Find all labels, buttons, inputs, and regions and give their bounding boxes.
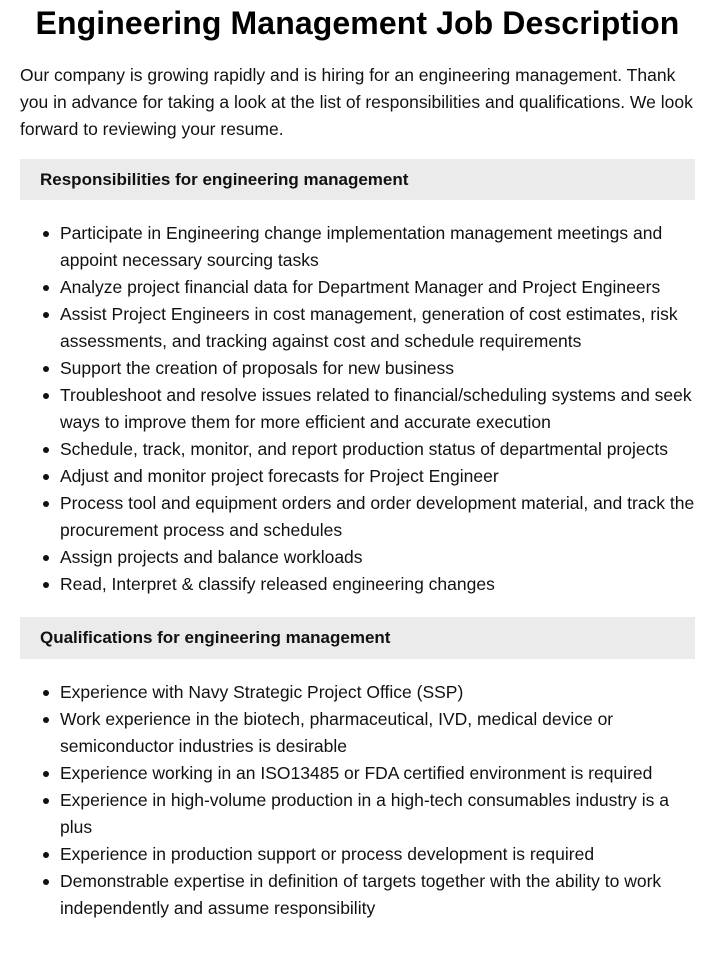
bullet-icon [43,366,49,372]
list-item [60,382,695,436]
bullet-icon [43,690,49,696]
bullet-icon [43,717,49,723]
bullet-icon [43,879,49,885]
list-item-text: Analyze project financial data for Department Manager and Project Engineers [60,277,661,297]
list-item-text: Read, Interpret & classify released engineering changes [60,574,495,594]
list-item [60,490,695,544]
list-item-text: Assign projects and balance workloads [60,547,363,567]
bullet-icon [43,393,49,399]
intro-paragraph: Our company is growing rapidly and is hiring for an engineering management. Thank you in advance for taking a look at the list of responsibilities and qualifications. We look forward to reviewing your resume. [20,65,693,139]
list-item-text: Schedule, track, monitor, and report production status of departmental projects [60,439,668,459]
list-item-text: Experience in high-volume production in a high-tech consumables industry is a plus [60,790,669,837]
bullet-icon [43,474,49,480]
bullet-icon [43,501,49,507]
bullet-icon [43,285,49,291]
list-item-text: Experience working in an ISO13485 or FDA certified environment is required [60,763,653,783]
qualifications-heading: Qualifications for engineering management [20,617,695,659]
responsibilities-list [20,220,695,598]
bullet-icon [43,231,49,237]
list-item [60,274,695,301]
list-item-text: Work experience in the biotech, pharmaceutical, IVD, medical device or semiconductor industries is desirable [60,709,614,756]
list-item-text: Adjust and monitor project forecasts for Project Engineer [60,466,499,486]
list-item-text: Demonstrable expertise in definition of targets together with the ability to work independently and assume responsibility [60,871,662,918]
bullet-icon [43,447,49,453]
bullet-icon [43,312,49,318]
bullet-icon [43,582,49,588]
responsibilities-heading: Responsibilities for engineering management [20,159,695,200]
list-item [60,301,695,355]
list-item [60,355,695,382]
bullet-icon [43,555,49,561]
list-item-text: Participate in Engineering change implementation management meetings and appoint necessary sourcing tasks [60,223,663,270]
list-item [60,868,695,922]
list-item [60,571,695,598]
page-title: Engineering Management Job Description [35,5,680,41]
qualifications-section [20,617,695,922]
list-item-text: Troubleshoot and resolve issues related to financial/scheduling systems and seek ways to improve them for more efficient and accurate execution [60,385,692,432]
responsibilities-section [20,159,695,598]
list-item-text: Experience with Navy Strategic Project Office (SSP) [60,682,464,702]
list-item [60,787,695,841]
list-item-text: Process tool and equipment orders and order development material, and track the procurement process and schedules [60,493,695,540]
list-item [60,436,695,463]
qualifications-list [20,679,695,922]
list-item-text: Assist Project Engineers in cost management, generation of cost estimates, risk assessments, and tracking against cost and schedule requirements [60,304,678,351]
list-item [60,220,695,274]
list-item-text: Experience in production support or process development is required [60,844,595,864]
list-item [60,679,695,706]
list-item [60,760,695,787]
list-item-text: Support the creation of proposals for new business [60,358,454,378]
bullet-icon [43,852,49,858]
list-item [60,463,695,490]
list-item [60,841,695,868]
list-item [60,706,695,760]
list-item [60,544,695,571]
bullet-icon [43,798,49,804]
bullet-icon [43,771,49,777]
